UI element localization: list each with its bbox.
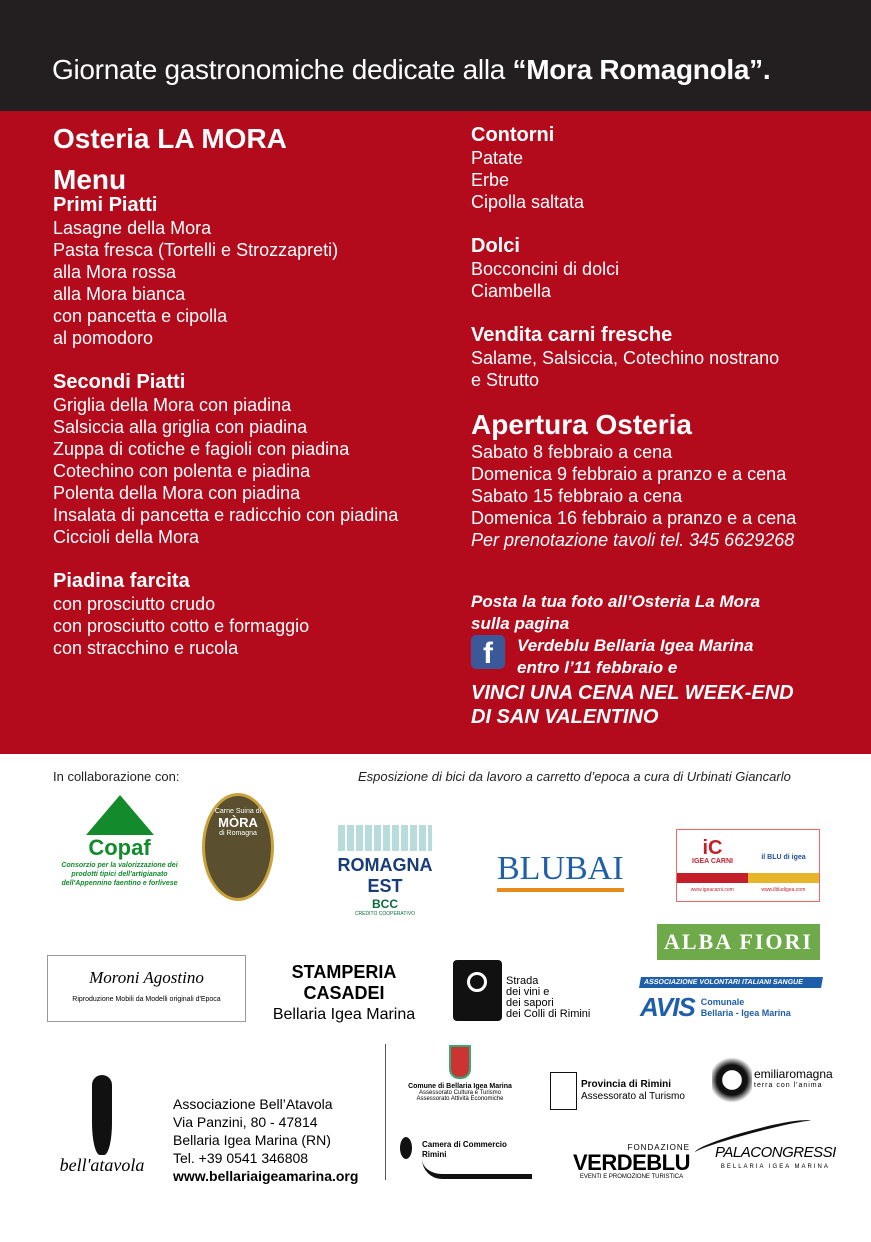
menu-item: Insalata di pancetta e radicchio con piadina [53, 505, 399, 525]
romagna-est-logo [320, 825, 450, 917]
provincia-emblem-icon [550, 1072, 577, 1110]
date: Sabato 8 febbraio a cena [471, 442, 673, 462]
stamperia-line: CASADEI [303, 983, 385, 1003]
menu-item: Pasta fresca (Tortelli e Strozzapreti) [53, 240, 339, 260]
contest-line: Posta la tua foto all’Osteria La Mora [471, 592, 761, 611]
contact-line: Associazione Bell’Atavola [173, 1096, 333, 1112]
copaf-logo [52, 795, 187, 888]
divider [385, 1044, 386, 1180]
palacongressi-logo [693, 1130, 836, 1170]
menu-item: con stracchino e rucola [53, 638, 239, 658]
left-column [53, 123, 398, 659]
verdeblu-name: VERDEBLU [573, 1150, 691, 1175]
verdeblu-line: FONDAZIONE [627, 1143, 691, 1152]
mora-bottom: di Romagna [219, 830, 257, 837]
atavola-wordmark: bell'atavola [59, 1155, 145, 1175]
blu-igea-name: il BLU di igea [761, 854, 806, 861]
section-title: Dolci [471, 235, 520, 257]
menu-item: Lasagne della Mora [53, 218, 212, 238]
menu-item: Erbe [471, 170, 510, 190]
menu-item: Polenta della Mora con piadina [53, 483, 301, 503]
bcc-sub: CREDITO COOPERATIVO [354, 911, 416, 917]
prize-line: VINCI UNA CENA NEL WEEK-END [471, 682, 794, 704]
moroni-name: Moroni Agostino [89, 968, 204, 987]
stamperia-line: STAMPERIA [291, 962, 397, 982]
comune-line: Assessorato Attività Economiche [416, 1096, 504, 1102]
moroni-logo [47, 955, 246, 1022]
provincia-line: Provincia di Rimini [581, 1079, 672, 1090]
menu-section [471, 123, 851, 213]
menu-item: Salame, Salsiccia, Cotechino nostrano [471, 348, 780, 368]
avis-sub: Bellaria - Igea Marina [700, 1007, 791, 1018]
roof-icon [86, 795, 154, 835]
section-title: Piadina farcita [53, 570, 190, 592]
date-list [471, 441, 851, 529]
menu-section [471, 234, 851, 302]
menu-item: Salsiccia alla griglia con piadina [53, 417, 308, 437]
provincia-logo [550, 1072, 685, 1110]
tiles-icon [338, 825, 432, 851]
igea-web[interactable]: www.igeacarni.com [690, 887, 734, 893]
grapes-icon [453, 960, 502, 1021]
igea-carni-logo: iC IGEA CARNI il BLU di igea www.igeacarni.com www.ilbludigea.com [676, 829, 820, 902]
stamperia-line: Bellaria Igea Marina [272, 1006, 416, 1023]
blu-web[interactable]: www.ilbludigea.com [761, 887, 806, 893]
right-column [471, 123, 851, 729]
menu-item: Ciccioli della Mora [53, 527, 200, 547]
camera-icon [400, 1137, 412, 1159]
emilia-romagna-logo [712, 1048, 833, 1112]
palacongressi-sub: BELLARIA IGEA MARINA [720, 1164, 830, 1170]
sun-icon [712, 1048, 752, 1112]
contact-line: Via Panzini, 80 - 47814 [173, 1114, 318, 1130]
moroni-sub: Riproduzione Mobili da Modelli originali d'Epoca [72, 996, 221, 1003]
section-title: Contorni [471, 124, 555, 146]
menu-title: Menu [53, 164, 127, 195]
stamperia-logo [258, 962, 430, 1025]
strada-vini-logo [453, 960, 590, 1021]
menu-item: alla Mora bianca [53, 284, 186, 304]
booking-phone: Per prenotazione tavoli tel. 345 6629268 [471, 530, 795, 550]
menu-item: alla Mora rossa [53, 262, 177, 282]
strada-line: dei sapori [506, 997, 554, 1009]
atavola-logo [52, 1075, 152, 1176]
menu-panel [0, 111, 871, 754]
camera-line: Rimini [422, 1150, 447, 1159]
palacongressi-name: PALACONGRESSI [715, 1144, 836, 1161]
provincia-line: Assessorato al Turismo [581, 1091, 685, 1102]
comune-line: Comune di Bellaria Igea Marina [408, 1083, 512, 1090]
menu-item: Ciambella [471, 281, 552, 301]
facebook-icon[interactable]: f [471, 635, 505, 669]
menu-item: Patate [471, 148, 524, 168]
date: Domenica 9 febbraio a pranzo e a cena [471, 464, 787, 484]
menu-item: Bocconcini di dolci [471, 259, 620, 279]
menu-item: Zuppa di cotiche e fagioli con piadina [53, 439, 350, 459]
mora-top: Carne Suina di [214, 808, 262, 815]
contest [471, 591, 851, 729]
emilia-line: terra con l'anima [754, 1082, 823, 1089]
date: Domenica 16 febbraio a pranzo e a cena [471, 508, 797, 528]
section-title: Primi Piatti [53, 194, 158, 216]
facebook-page-link[interactable]: Verdeblu Bellaria Igea Marina [517, 636, 754, 655]
contest-line: entro l’11 febbraio e [517, 658, 678, 677]
comune-logo [400, 1045, 520, 1102]
camera-commercio-logo [400, 1137, 532, 1179]
prize-line: DI SAN VALENTINO [471, 706, 659, 728]
copaf-name: Copaf [88, 835, 151, 860]
menu-item: Cipolla saltata [471, 192, 585, 212]
menu-item: Cotechino con polenta e piadina [53, 461, 311, 481]
mermaid-fork-icon [92, 1075, 112, 1155]
strada-line: dei vini e [506, 986, 550, 998]
menu-item: Griglia della Mora con piadina [53, 395, 292, 415]
avis-top: ASSOCIAZIONE VOLONTARI ITALIANI SANGUE [639, 977, 823, 988]
strada-line: dei Colli di Rimini [506, 1008, 591, 1020]
menu-item: e Strutto [471, 370, 540, 390]
verdeblu-line: EVENTI E PROMOZIONE TURISTICA [579, 1174, 684, 1180]
venue-title: Osteria LA MORA [53, 123, 287, 154]
avis-logo [640, 977, 822, 1023]
mora-logo [202, 793, 274, 901]
section-title: Secondi Piatti [53, 371, 186, 393]
emilia-line: emiliaromagna [754, 1067, 833, 1081]
menu-item: con prosciutto cotto e formaggio [53, 616, 310, 636]
date: Sabato 15 febbraio a cena [471, 486, 683, 506]
bcc-name: BCC [372, 897, 398, 911]
blubai-logo: BLUBAI [497, 850, 624, 892]
romagna-est-name: ROMAGNA EST [337, 855, 433, 896]
opening-title: Apertura Osteria [471, 409, 692, 440]
menu-section [471, 323, 851, 391]
igea-name: IGEA CARNI [692, 858, 733, 865]
section-title: Vendita carni fresche [471, 324, 673, 346]
exhibit-note: Esposizione di bici da lavoro a carretto d’epoca a cura di Urbinati Giancarlo [358, 769, 791, 784]
contest-line: sulla pagina [471, 614, 570, 633]
crest-icon [449, 1045, 471, 1079]
copaf-sub: Consorzio per la valorizzazione dei prodotti tipici dell'artigianato dell'Appennino faentino e forlivese [61, 862, 178, 887]
camera-line: Camera di Commercio [422, 1140, 507, 1149]
menu-section [53, 370, 398, 548]
menu-section [53, 193, 398, 349]
avis-sub: Comunale [700, 996, 745, 1007]
comune-line: Assessorato Cultura e Turismo [418, 1090, 502, 1096]
header-bar [0, 0, 871, 111]
menu-item: con pancetta e cipolla [53, 306, 228, 326]
collab-label: In collaborazione con: [53, 769, 180, 784]
verdeblu-logo [573, 1143, 690, 1180]
menu-item: con prosciutto crudo [53, 594, 216, 614]
avis-name: AVIS [640, 992, 695, 1022]
page-title: Giornate gastronomiche dedicate alla “Mora Romagnola”. [52, 54, 771, 85]
menu-section [53, 569, 398, 659]
atavola-contact [173, 1095, 358, 1185]
alba-fiori-logo: ALBA FIORI [657, 924, 820, 960]
website-link[interactable]: www.bellariaigeamarina.org [173, 1168, 359, 1184]
menu-item: al pomodoro [53, 328, 154, 348]
strada-line: Strada [506, 975, 539, 987]
contact-line: Tel. +39 0541 346808 [173, 1150, 309, 1166]
contact-line: Bellaria Igea Marina (RN) [173, 1132, 331, 1148]
mora-name: MÒRA [218, 815, 258, 830]
